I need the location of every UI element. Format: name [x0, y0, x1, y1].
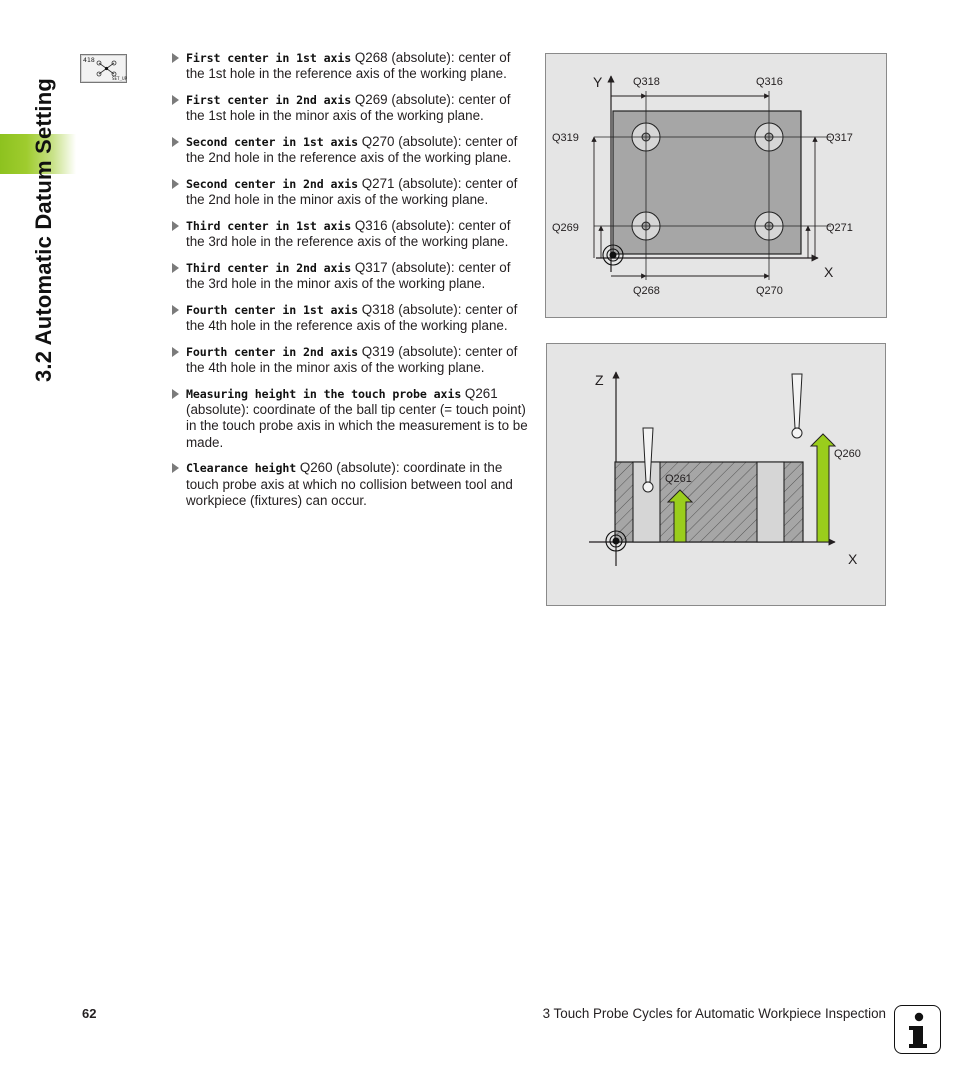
param-keyword: Fourth center in 1st axis: [186, 303, 359, 317]
param-keyword: Measuring height in the touch probe axis: [186, 387, 462, 401]
label-q261: Q261: [665, 473, 692, 485]
param-q271: [172, 176, 528, 208]
param-q261: [172, 386, 528, 451]
label-q316: Q316: [756, 76, 783, 88]
param-q317: [172, 260, 528, 292]
hole-section-right: [757, 462, 784, 542]
param-code: Q319: [358, 344, 395, 359]
label-q271: Q271: [826, 222, 853, 234]
bullet-arrow-icon: [172, 263, 179, 273]
param-description: (absolute): coordinate in the touch probe axis at which no collision between tool and workpiece (fixtures) can occur.: [186, 460, 513, 508]
bullet-arrow-icon: [172, 221, 179, 231]
label-q269: Q269: [552, 222, 579, 234]
param-description: (absolute): center of the 1st hole in the reference axis of the working plane.: [186, 50, 511, 82]
bullet-arrow-icon: [172, 389, 179, 399]
info-icon: [894, 1005, 941, 1054]
param-code: Q260: [296, 460, 333, 476]
bullet-arrow-icon: [172, 463, 179, 473]
param-code: Q318: [358, 302, 395, 317]
axis-label-x: X: [848, 551, 858, 567]
axis-label-z: Z: [595, 372, 604, 388]
param-code: Q270: [358, 134, 395, 149]
figure-probe-heights-xz: [546, 343, 886, 606]
label-q317: Q317: [826, 132, 853, 144]
arrow-clearance-height: [811, 434, 835, 542]
axis-label-x: X: [824, 264, 834, 280]
param-code: Q316: [351, 218, 388, 233]
figure-hole-layout-xy: [545, 53, 887, 318]
label-q268: Q268: [633, 285, 660, 297]
param-q318: [172, 302, 528, 334]
bullet-arrow-icon: [172, 53, 179, 63]
axis-label-y: Y: [593, 74, 603, 90]
param-q319: [172, 344, 528, 376]
chapter-footer: 3 Touch Probe Cycles for Automatic Workpiece Inspection: [542, 1006, 886, 1021]
parameter-list: [172, 50, 528, 519]
param-description: (absolute): center of the 2nd hole in the reference axis of the working plane.: [186, 134, 518, 166]
param-description: (absolute): center of the 4th hole in the reference axis of the working plane.: [186, 302, 518, 334]
bullet-arrow-icon: [172, 305, 179, 315]
param-description: (absolute): center of the 3rd hole in the minor axis of the working plane.: [186, 260, 511, 292]
param-description: (absolute): center of the 2nd hole in the minor axis of the working plane.: [186, 176, 518, 208]
param-description: (absolute): center of the 3rd hole in the reference axis of the working plane.: [186, 218, 511, 250]
param-q316: [172, 218, 528, 250]
param-keyword: Fourth center in 2nd axis: [186, 345, 359, 359]
label-q260: Q260: [834, 448, 861, 460]
param-q270: [172, 134, 528, 166]
param-code: Q268: [351, 50, 388, 65]
bullet-arrow-icon: [172, 347, 179, 357]
bullet-arrow-icon: [172, 137, 179, 147]
param-keyword: First center in 1st axis: [186, 51, 352, 65]
page-number: 62: [82, 1006, 97, 1021]
param-keyword: Second center in 2nd axis: [186, 177, 359, 191]
param-description: (absolute): coordinate of the ball tip center (= touch point) in the touch probe axis in which the measurement is to be made.: [186, 402, 528, 450]
param-q260: [172, 460, 528, 509]
param-code: Q269: [351, 92, 388, 107]
cycle-number: 418: [83, 56, 95, 64]
param-description: (absolute): center of the 1st hole in the minor axis of the working plane.: [186, 92, 511, 124]
touch-probe-icon: [792, 374, 802, 438]
label-q318: Q318: [633, 76, 660, 88]
label-q270: Q270: [756, 285, 783, 297]
param-keyword: Second center in 1st axis: [186, 135, 359, 149]
param-keyword: First center in 2nd axis: [186, 93, 352, 107]
label-q319: Q319: [552, 132, 579, 144]
section-title: 3.2 Automatic Datum Setting: [31, 77, 56, 383]
cycle-sub-label: SET_UP: [112, 76, 127, 81]
param-keyword: Third center in 1st axis: [186, 219, 352, 233]
bullet-arrow-icon: [172, 179, 179, 189]
param-q268: [172, 50, 528, 82]
bullet-arrow-icon: [172, 95, 179, 105]
param-q269: [172, 92, 528, 124]
param-code: Q271: [358, 176, 395, 191]
param-keyword: Third center in 2nd axis: [186, 261, 352, 275]
param-description: (absolute): center of the 4th hole in the minor axis of the working plane.: [186, 344, 518, 376]
cycle-418-icon: [80, 54, 127, 83]
param-code: Q317: [351, 260, 388, 275]
param-keyword: Clearance height: [186, 461, 297, 476]
param-code: Q261: [461, 386, 498, 401]
